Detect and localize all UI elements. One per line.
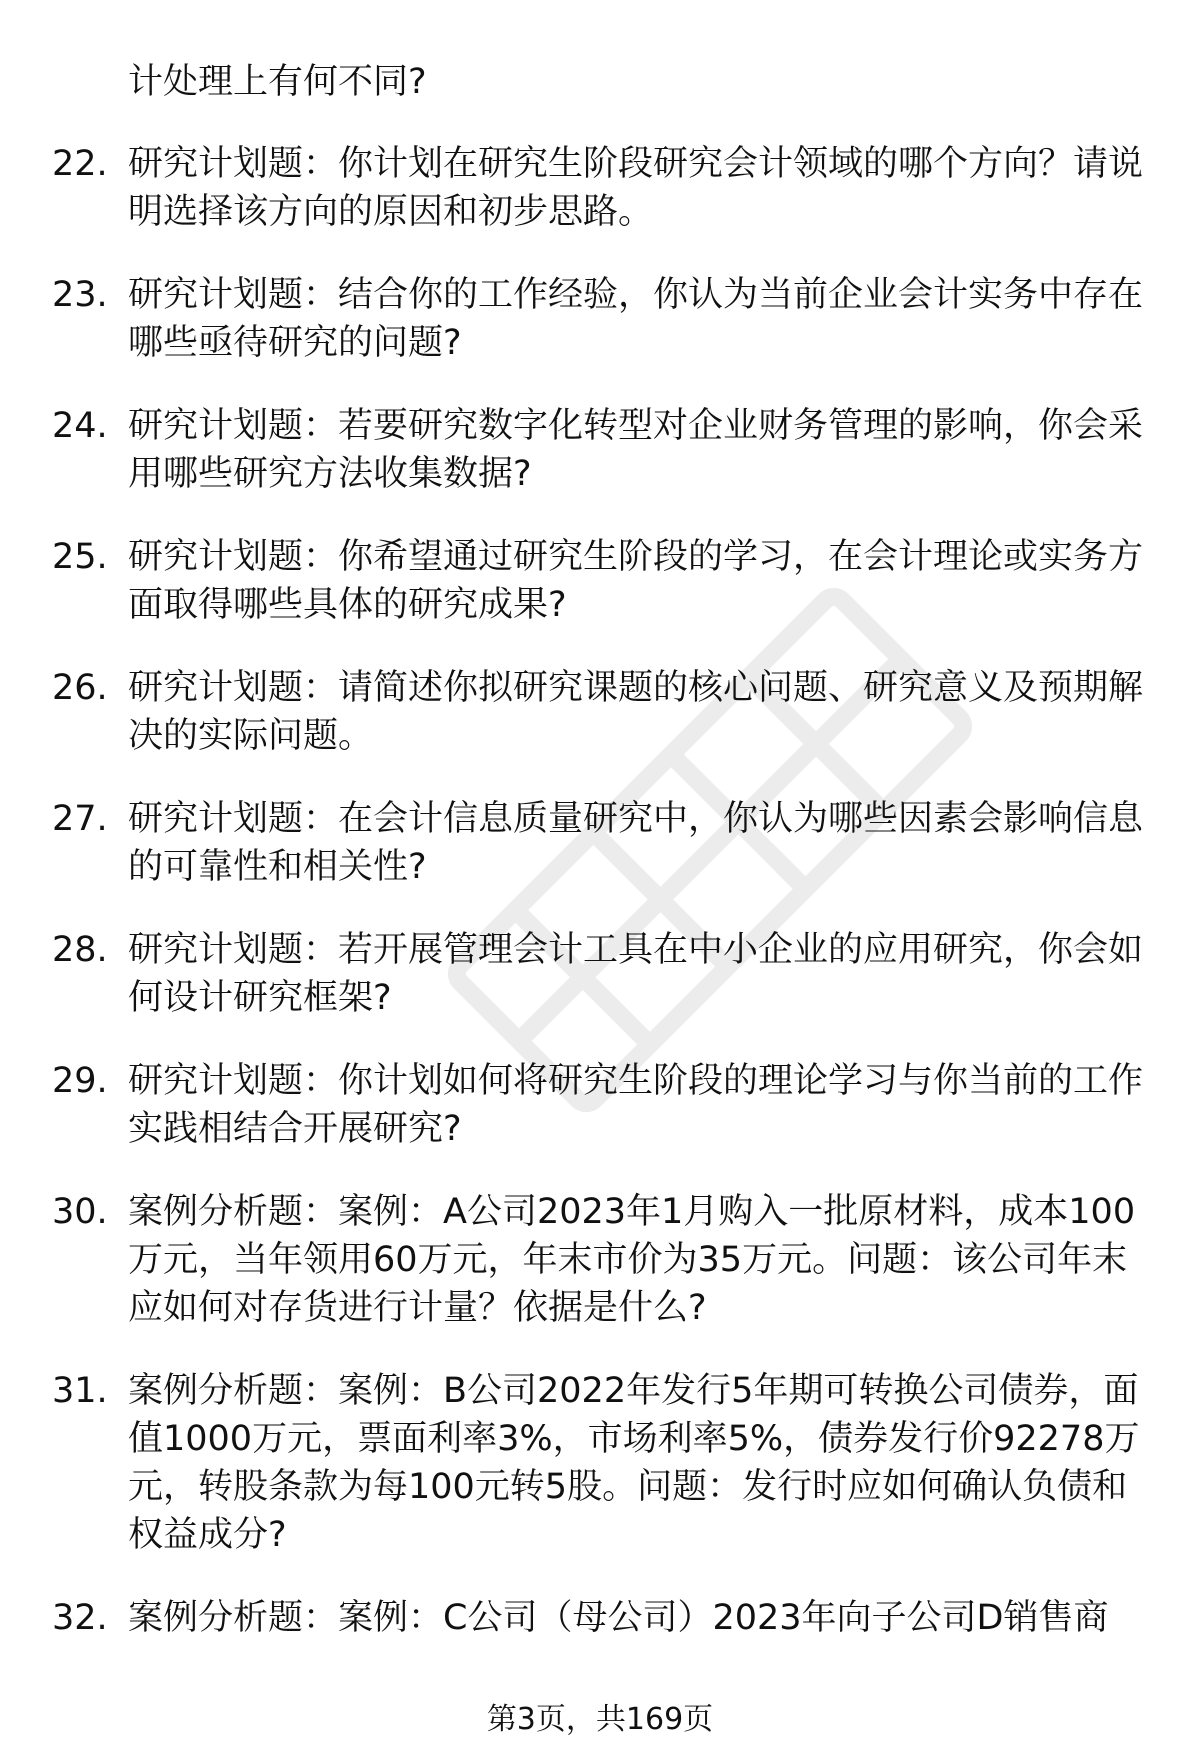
question-number: 29. bbox=[52, 1061, 108, 1101]
question-number: 27. bbox=[52, 799, 108, 839]
question-number: 26. bbox=[52, 668, 108, 708]
question-text: 研究计划题：你计划在研究生阶段研究会计领域的哪个方向？请说明选择该方向的原因和初步思路。 bbox=[128, 144, 1144, 232]
question-item-22 bbox=[0, 140, 1200, 236]
question-item-29 bbox=[0, 1057, 1200, 1153]
question-list bbox=[0, 140, 1200, 1677]
question-number: 30. bbox=[52, 1192, 108, 1232]
question-number: 22. bbox=[52, 144, 108, 184]
question-text: 案例分析题：案例：C公司（母公司）2023年向子公司D销售商 bbox=[128, 1598, 1109, 1638]
question-text: 研究计划题：请简述你拟研究课题的核心问题、研究意义及预期解决的实际问题。 bbox=[128, 668, 1144, 756]
question-item-30 bbox=[0, 1188, 1200, 1332]
question-text: 研究计划题：在会计信息质量研究中，你认为哪些因素会影响信息的可靠性和相关性? bbox=[128, 799, 1144, 887]
question-text: 研究计划题：若开展管理会计工具在中小企业的应用研究，你会如何设计研究框架? bbox=[128, 930, 1144, 1018]
question-number: 24. bbox=[52, 406, 108, 446]
question-item-26 bbox=[0, 664, 1200, 760]
page-footer: 第3页，共169页 bbox=[486, 1702, 714, 1737]
question-number: 23. bbox=[52, 275, 108, 315]
question-number: 32. bbox=[52, 1598, 108, 1638]
continuation-text: 计处理上有何不同? bbox=[128, 62, 427, 102]
question-item-32 bbox=[0, 1594, 1200, 1642]
question-item-31 bbox=[0, 1367, 1200, 1559]
question-item-23 bbox=[0, 271, 1200, 367]
question-item-27 bbox=[0, 795, 1200, 891]
question-item-25 bbox=[0, 533, 1200, 629]
question-number: 28. bbox=[52, 930, 108, 970]
question-item-24 bbox=[0, 402, 1200, 498]
question-text: 研究计划题：结合你的工作经验，你认为当前企业会计实务中存在哪些亟待研究的问题? bbox=[128, 275, 1144, 363]
question-number: 31. bbox=[52, 1371, 108, 1411]
question-text: 研究计划题：若要研究数字化转型对企业财务管理的影响，你会采用哪些研究方法收集数据? bbox=[128, 406, 1144, 494]
question-number: 25. bbox=[52, 537, 108, 577]
question-text: 案例分析题：案例：A公司2023年1月购入一批原材料，成本100万元，当年领用60万元，年末市价为35万元。问题：该公司年末应如何对存货进行计量？依据是什么? bbox=[128, 1192, 1136, 1328]
question-text: 研究计划题：你计划如何将研究生阶段的理论学习与你当前的工作实践相结合开展研究? bbox=[128, 1061, 1144, 1149]
question-item-28 bbox=[0, 926, 1200, 1022]
question-text: 研究计划题：你希望通过研究生阶段的学习，在会计理论或实务方面取得哪些具体的研究成果? bbox=[128, 537, 1144, 625]
question-text: 案例分析题：案例：B公司2022年发行5年期可转换公司债券，面值1000万元，票面利率3%，市场利率5%，债券发行价92278万元，转股条款为每100元转5股。问题：发行时应如何确认负债和权益成分? bbox=[128, 1371, 1140, 1555]
